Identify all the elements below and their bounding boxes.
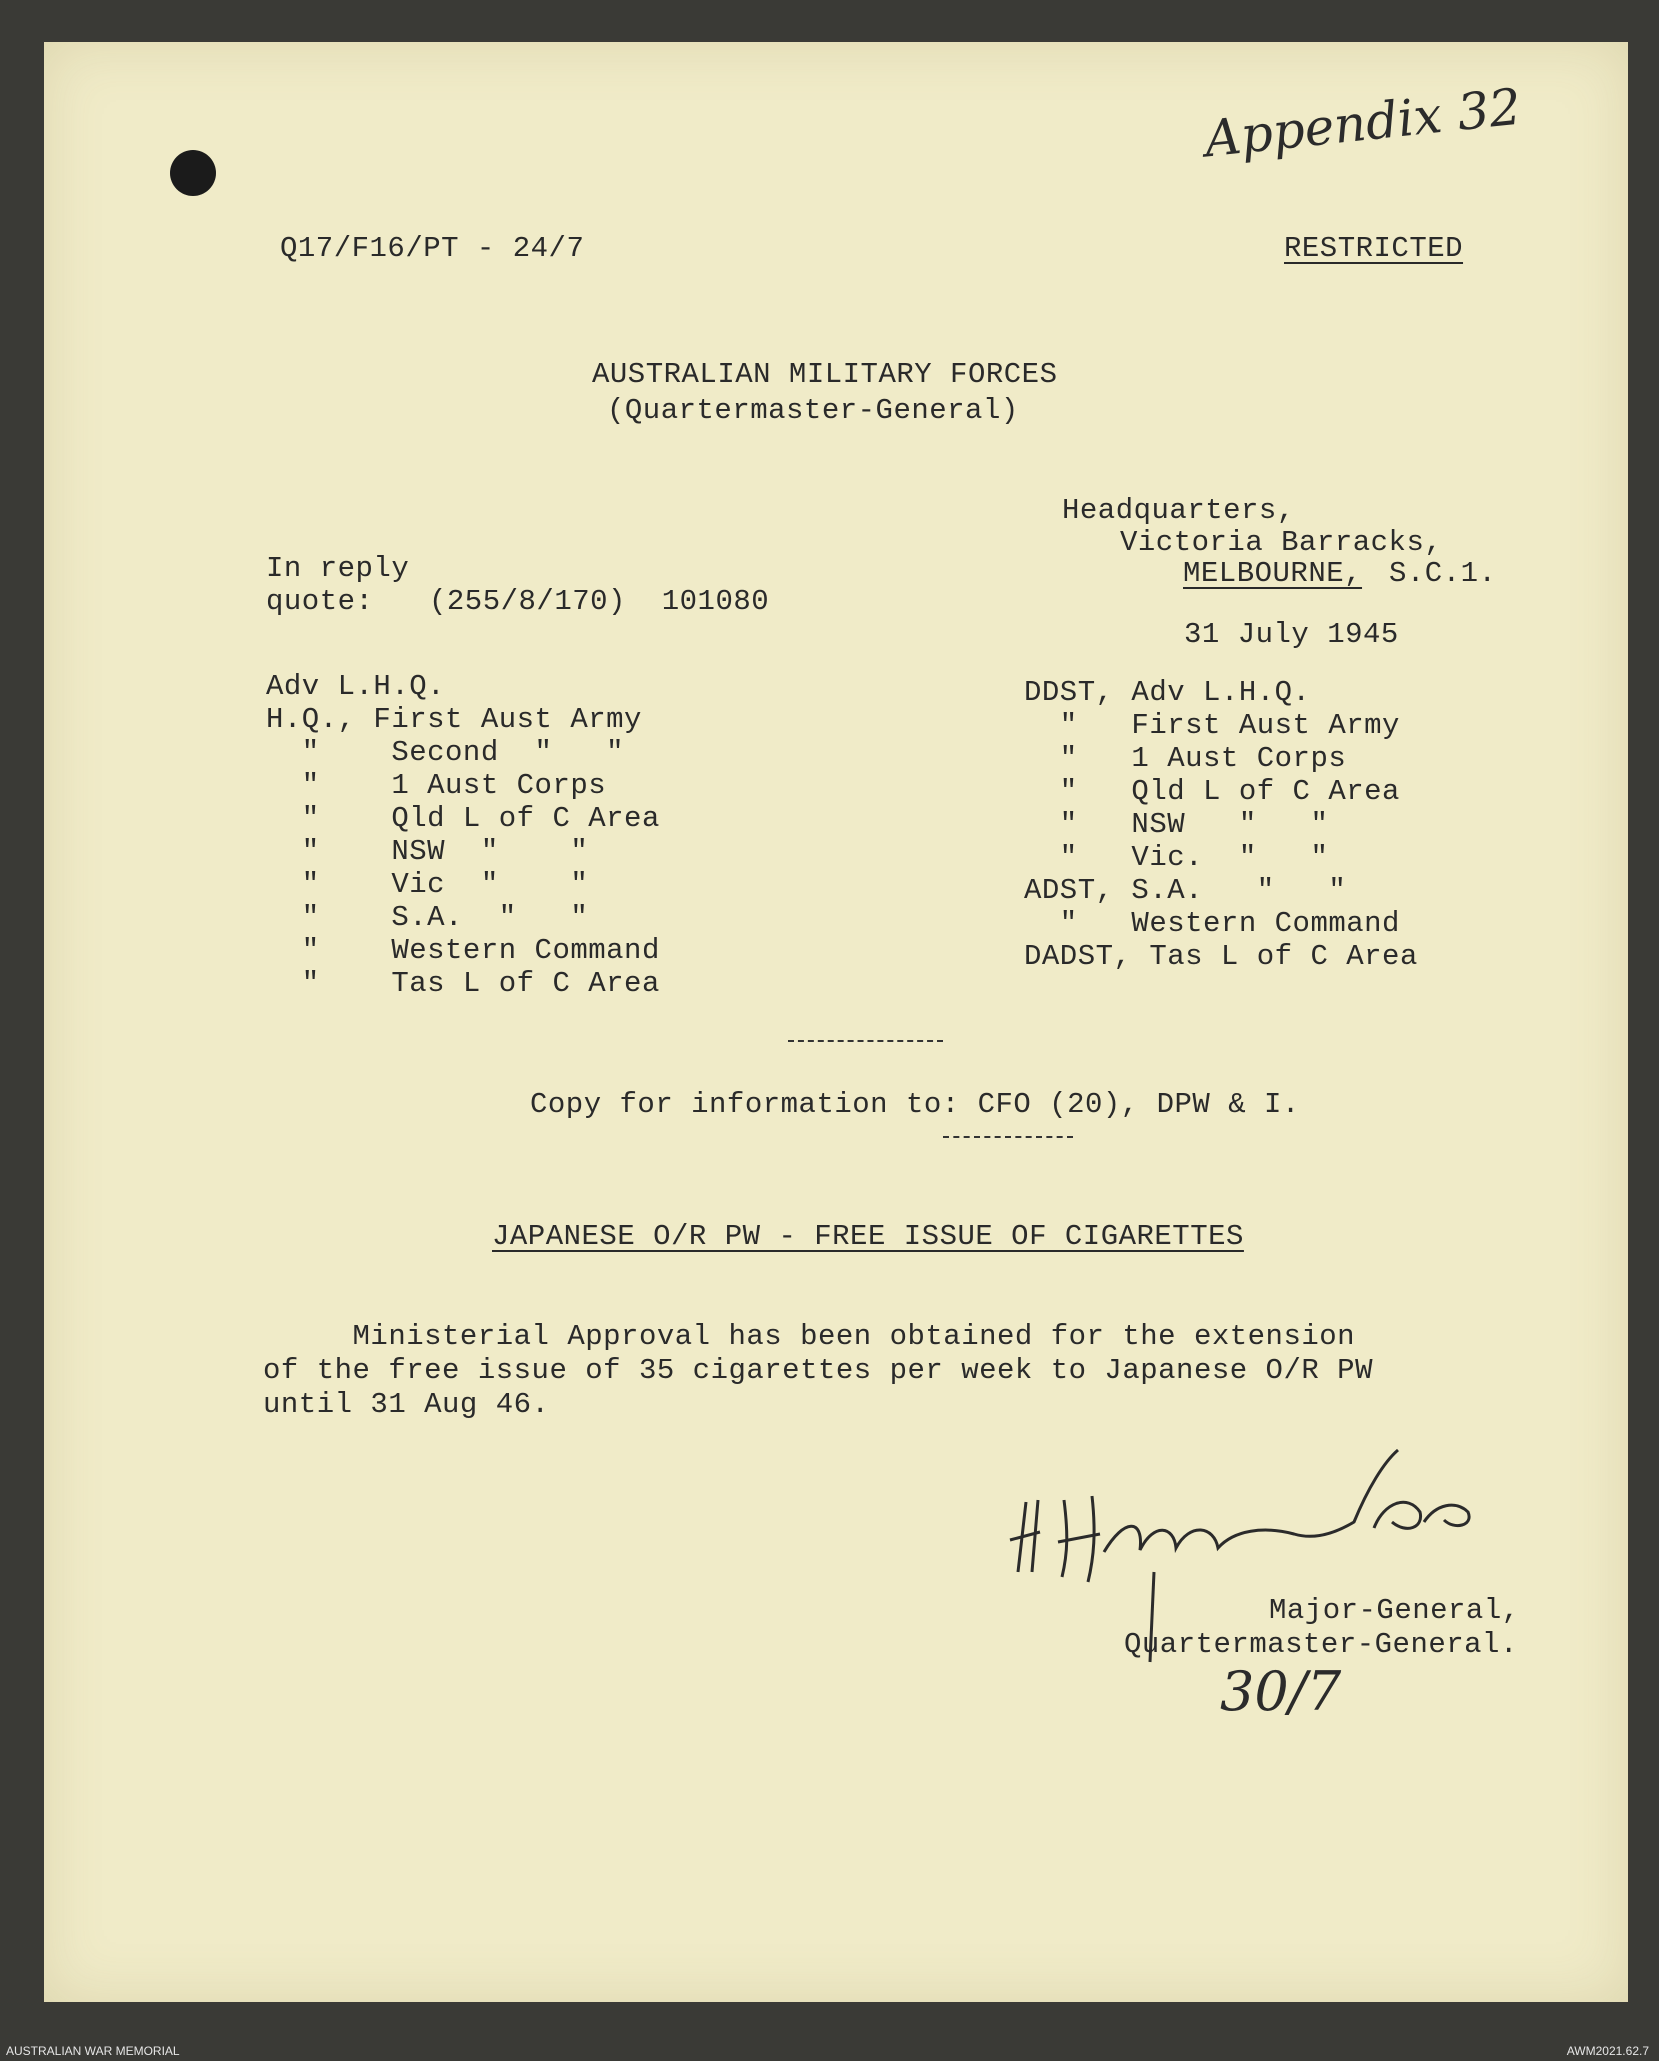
distribution-item: " Qld L of C Area [1024, 775, 1400, 808]
body-line: until 31 Aug 46. [263, 1388, 550, 1421]
letter-date: 31 July 1945 [1184, 618, 1399, 651]
distribution-item: " Western Command [1024, 907, 1400, 940]
body-line: Ministerial Approval has been obtained for the extension [263, 1320, 1356, 1353]
distribution-item: DDST, Adv L.H.Q. [1024, 676, 1311, 709]
reply-label: quote: [266, 585, 374, 618]
handwritten-appendix-note: Appendix 32 [1201, 77, 1524, 169]
signatory-rank: Major-General, [1269, 1594, 1520, 1627]
distribution-item: " Second " " [266, 736, 625, 769]
reply-line1: In reply [266, 552, 410, 585]
footer-accession-number: AWM2021.62.7 [1566, 2044, 1649, 2058]
copy-information-line: Copy for information to: CFO (20), DPW & I. [530, 1088, 1300, 1121]
separator-line [943, 1136, 1073, 1138]
address-postcode: S.C.1. [1389, 557, 1497, 590]
subject-heading: JAPANESE O/R PW - FREE ISSUE OF CIGARETTES [492, 1220, 1244, 1253]
punch-hole [170, 150, 216, 196]
distribution-item: " NSW " " [266, 835, 589, 868]
distribution-item: H.Q., First Aust Army [266, 703, 642, 736]
distribution-item: DADST, Tas L of C Area [1024, 940, 1418, 973]
distribution-item: " First Aust Army [1024, 709, 1400, 742]
classification-label: RESTRICTED [1284, 232, 1464, 265]
separator-line [788, 1040, 943, 1042]
distribution-item: " 1 Aust Corps [266, 769, 607, 802]
distribution-item: ADST, S.A. " " [1024, 874, 1347, 907]
address-line2: Victoria Barracks, [1120, 526, 1443, 559]
distribution-item: " Tas L of C Area [266, 967, 660, 1000]
address-city: MELBOURNE, [1183, 557, 1363, 590]
distribution-item: Adv L.H.Q. [266, 670, 446, 703]
file-reference: Q17/F16/PT - 24/7 [280, 232, 585, 265]
distribution-item: " NSW " " [1024, 808, 1329, 841]
heading-line2: (Quartermaster-General) [607, 394, 1019, 427]
handwritten-signature-date: 30/7 [1220, 1660, 1342, 1723]
address-line1: Headquarters, [1062, 494, 1295, 527]
distribution-item: " Vic. " " [1024, 841, 1329, 874]
signatory-title: Quartermaster-General. [1124, 1628, 1518, 1661]
footer-institution: AUSTRALIAN WAR MEMORIAL [6, 2044, 180, 2058]
document-page [44, 42, 1628, 2002]
distribution-item: " Western Command [266, 934, 660, 967]
distribution-item: " S.A. " " [266, 901, 589, 934]
reply-reference: (255/8/170) 101080 [429, 585, 770, 618]
distribution-item: " 1 Aust Corps [1024, 742, 1347, 775]
heading-line1: AUSTRALIAN MILITARY FORCES [592, 358, 1058, 391]
distribution-item: " Vic " " [266, 868, 589, 901]
distribution-item: " Qld L of C Area [266, 802, 660, 835]
body-line: of the free issue of 35 cigarettes per week to Japanese O/R PW [263, 1354, 1373, 1387]
